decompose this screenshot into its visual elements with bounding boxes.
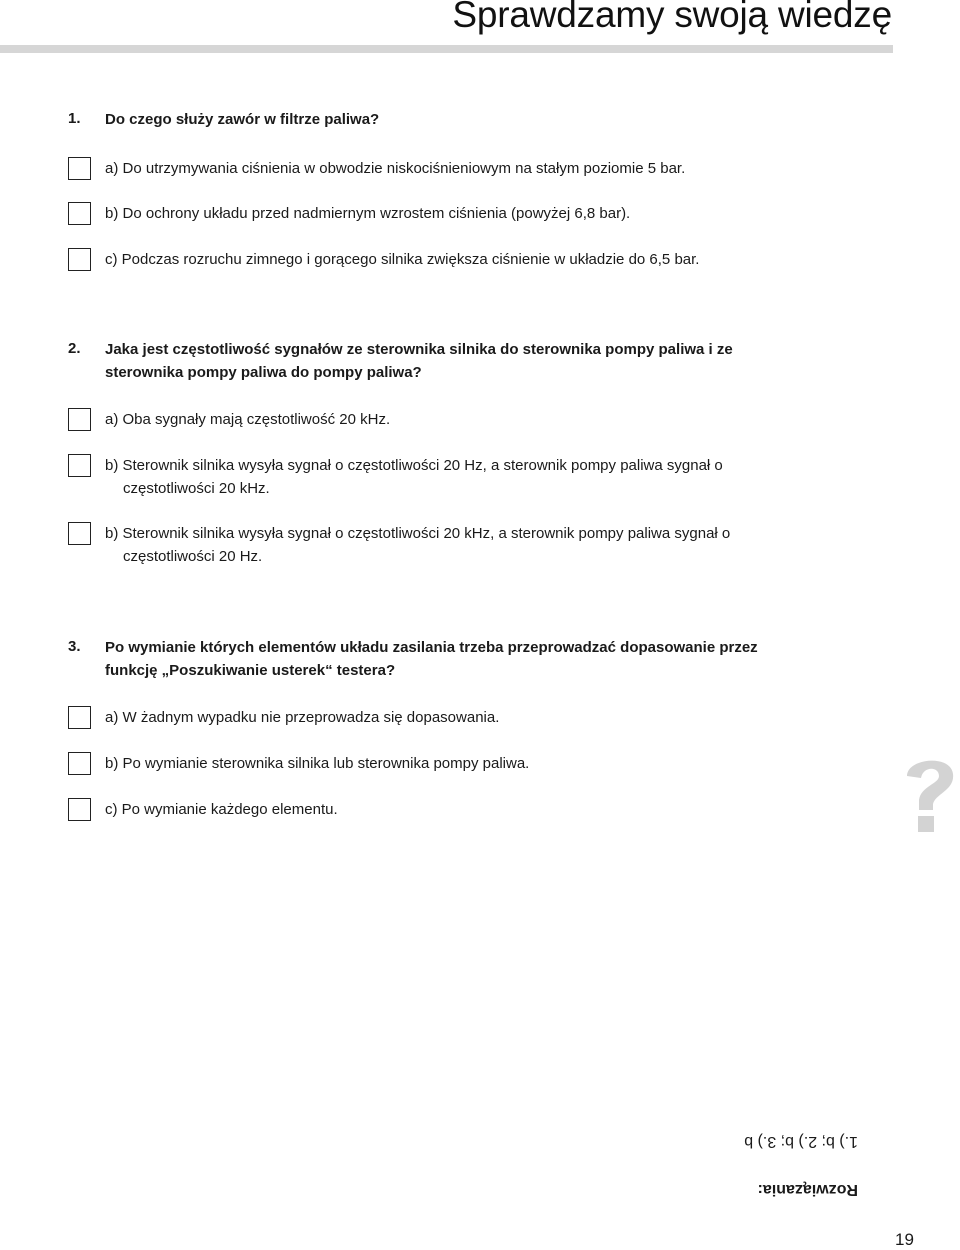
question-2-option-a[interactable] [68, 408, 828, 432]
question-3-option-a[interactable] [68, 706, 828, 730]
option-label: c) Po wymianie każdego elementu. [105, 801, 338, 818]
option-line-2: częstotliwości 20 Hz. [123, 548, 263, 565]
question-1-text: Do czego służy zawór w filtrze paliwa? [105, 111, 380, 128]
question-2-text [105, 338, 825, 384]
question-3-option-c[interactable] [68, 798, 828, 822]
checkbox[interactable] [68, 248, 91, 271]
option-label [105, 522, 795, 568]
option-label [105, 454, 795, 500]
title-divider [0, 45, 893, 53]
checkbox[interactable] [68, 408, 91, 431]
option-label: a) Oba sygnały mają częstotliwość 20 kHz. [105, 411, 391, 428]
question-3-number: 3. [68, 638, 81, 655]
question-1-number: 1. [68, 110, 81, 127]
checkbox[interactable] [68, 752, 91, 775]
option-line-1: b) Sterownik silnika wysyła sygnał o częstotliwości 20 kHz, a sterownik pompy paliwa sygnał o [105, 525, 731, 542]
option-label: c) Podczas rozruchu zimnego i gorącego silnika zwiększa ciśnienie w układzie do 6,5 bar. [105, 251, 700, 268]
answers-value: 1.) b; 2.) b; 3.) b [744, 1133, 858, 1150]
option-label: b) Po wymianie sterownika silnika lub sterownika pompy paliwa. [105, 755, 530, 772]
question-1-option-a[interactable] [68, 157, 828, 181]
checkbox[interactable] [68, 157, 91, 180]
option-label: a) W żadnym wypadku nie przeprowadza się dopasowania. [105, 709, 500, 726]
page-title: Sprawdzamy swoją wiedzę [452, 0, 892, 35]
checkbox[interactable] [68, 798, 91, 821]
question-2-line-2: sterownika pompy paliwa do pompy paliwa? [105, 364, 422, 381]
question-2-line-1: Jaka jest częstotliwość sygnałów ze sterownika silnika do sterownika pompy paliwa i ze [105, 341, 733, 358]
question-mark-icon [893, 752, 960, 832]
checkbox[interactable] [68, 706, 91, 729]
question-3-line-2: funkcję „Poszukiwanie usterek“ testera? [105, 662, 396, 679]
checkbox[interactable] [68, 202, 91, 225]
answers-block [718, 1118, 858, 1198]
checkbox[interactable] [68, 522, 91, 545]
question-2-option-b[interactable] [68, 454, 828, 497]
option-label: b) Do ochrony układu przed nadmiernym wzrostem ciśnienia (powyżej 6,8 bar). [105, 205, 631, 222]
question-2-number: 2. [68, 340, 81, 357]
option-label: a) Do utrzymywania ciśnienia w obwodzie niskociśnieniowym na stałym poziomie 5 bar. [105, 160, 686, 177]
answers-label: Rozwiązania: [757, 1181, 858, 1198]
question-2-option-c[interactable] [68, 522, 828, 565]
page-number: 19 [895, 1230, 914, 1249]
question-3-option-b[interactable] [68, 752, 828, 776]
question-1-option-b[interactable] [68, 202, 828, 226]
question-1-option-c[interactable] [68, 248, 828, 272]
checkbox[interactable] [68, 454, 91, 477]
option-line-1: b) Sterownik silnika wysyła sygnał o częstotliwości 20 Hz, a sterownik pompy paliwa sygnał o [105, 457, 723, 474]
question-3-line-1: Po wymianie których elementów układu zasilania trzeba przeprowadzać dopasowanie przez [105, 639, 758, 656]
option-line-2: częstotliwości 20 kHz. [123, 480, 270, 497]
question-3-text [105, 636, 825, 682]
